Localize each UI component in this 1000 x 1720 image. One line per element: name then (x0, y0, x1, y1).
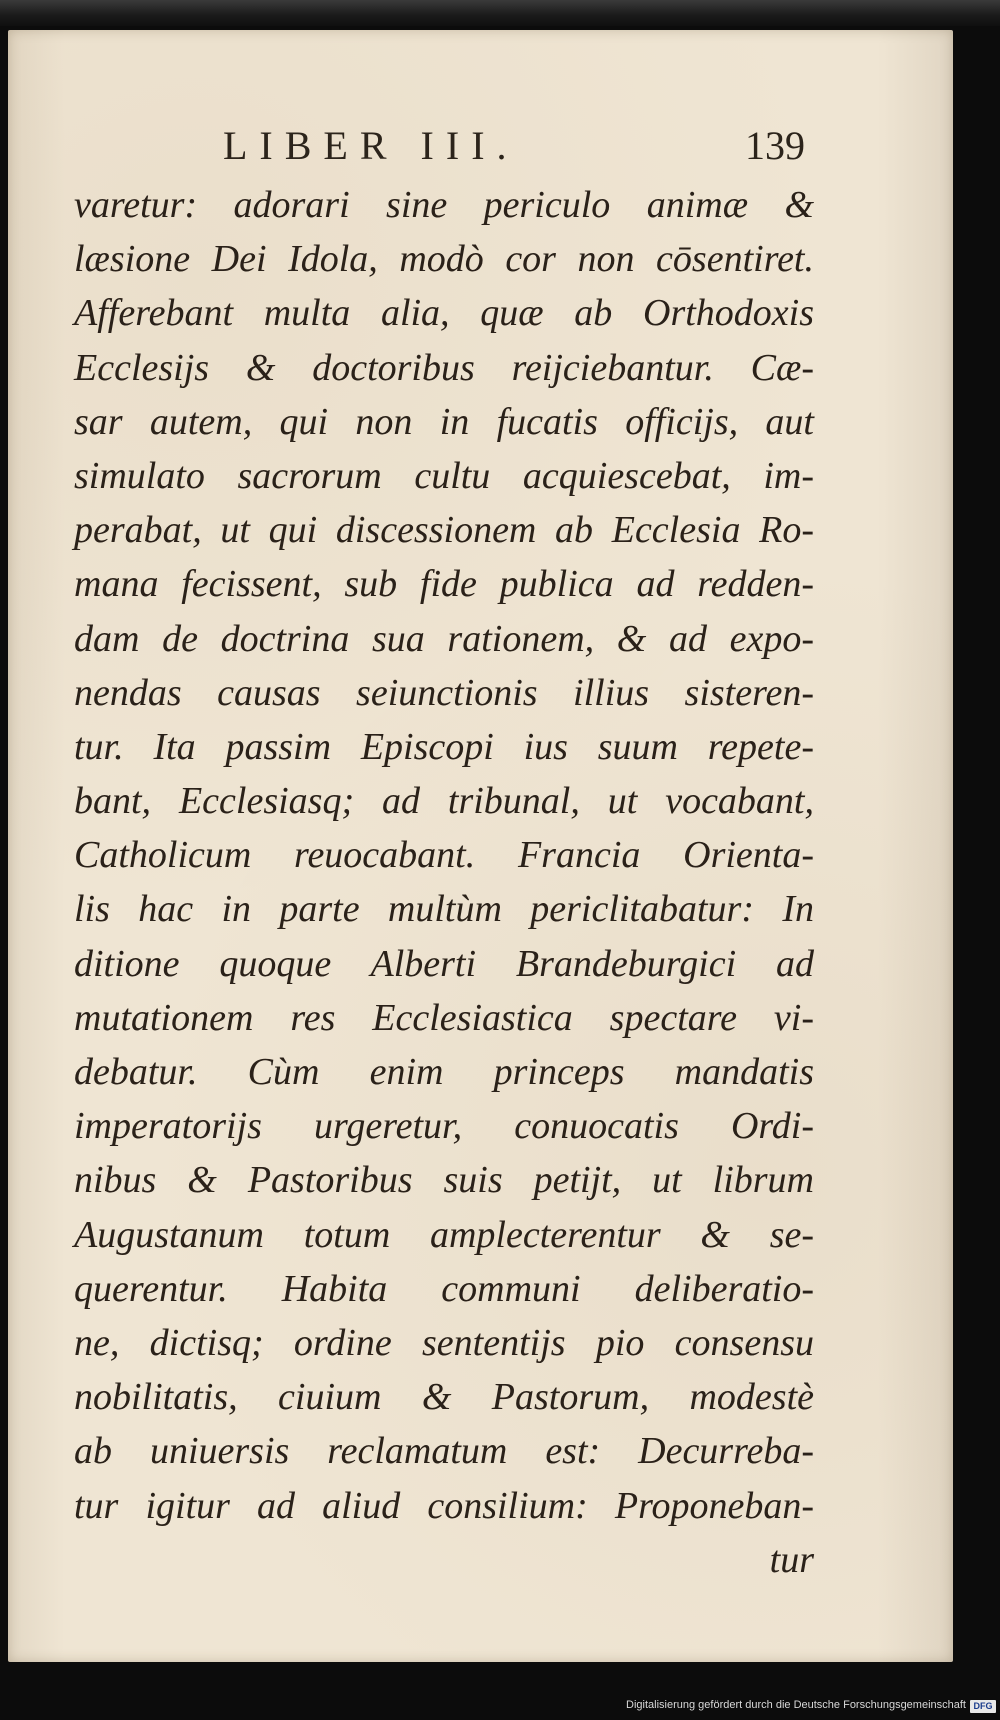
text-line: mutationem res Ecclesiastica spectare vi- (74, 996, 814, 1039)
scan-background-top (0, 0, 1000, 26)
catchword: tur (769, 1538, 814, 1581)
text-line: dam de doctrina sua rationem, & ad expo- (74, 617, 814, 660)
text-line: querentur. Habita communi deliberatio- (74, 1267, 814, 1310)
text-line: imperatorijs urgeretur, conuocatis Ordi- (74, 1105, 814, 1148)
text-line: nendas causas seiunctionis illius sisteren- (74, 671, 814, 714)
text-line: ab uniuersis reclamatum est: Decurreba- (74, 1430, 814, 1473)
text-line: bant, Ecclesiasq; ad tribunal, ut vocabant, (74, 780, 814, 823)
text-line: mana fecissent, sub fide publica ad redden- (74, 563, 814, 606)
text-line: nibus & Pastoribus suis petijt, ut librum (74, 1159, 814, 1202)
digitization-credit: Digitalisierung gefördert durch die Deutsche Forschungsgemeinschaft (626, 1699, 966, 1711)
text-line: simulato sacrorum cultu acquiescebat, im- (74, 454, 814, 497)
text-line: ditione quoque Alberti Brandeburgici ad (74, 942, 814, 985)
text-line: læsione Dei Idola, modò cor non cōsentiret. (74, 238, 814, 281)
book-page (8, 30, 953, 1662)
text-line: nobilitatis, ciuium & Pastorum, modestè (74, 1376, 814, 1419)
text-line: perabat, ut qui discessionem ab Ecclesia Ro- (74, 509, 814, 552)
text-line: tur. Ita passim Episcopi ius suum repete- (74, 725, 814, 768)
text-line: varetur: adorari sine periculo animæ & (74, 184, 814, 226)
text-line: Catholicum reuocabant. Francia Orienta- (74, 834, 814, 877)
text-line: tur igitur ad aliud consilium: Proponeban- (74, 1484, 814, 1527)
text-line: debatur. Cùm enim princeps mandatis (74, 1051, 814, 1093)
text-line: Augustanum totum amplecterentur & se- (74, 1213, 814, 1256)
text-line: Ecclesijs & doctoribus reijciebantur. Cæ- (74, 346, 814, 389)
dfg-logo-icon: DFG (970, 1700, 996, 1713)
text-line: ne, dictisq; ordine sententijs pio consensu (74, 1321, 814, 1364)
text-line: Afferebant multa alia, quæ ab Orthodoxis (74, 292, 814, 335)
text-line: lis hac in parte multùm periclitabatur: In (74, 888, 814, 931)
text-line: sar autem, qui non in fucatis officijs, aut (74, 400, 814, 443)
body-text (74, 178, 814, 1587)
page-number: 139 (745, 123, 805, 168)
running-head: LIBER III. (223, 123, 519, 168)
